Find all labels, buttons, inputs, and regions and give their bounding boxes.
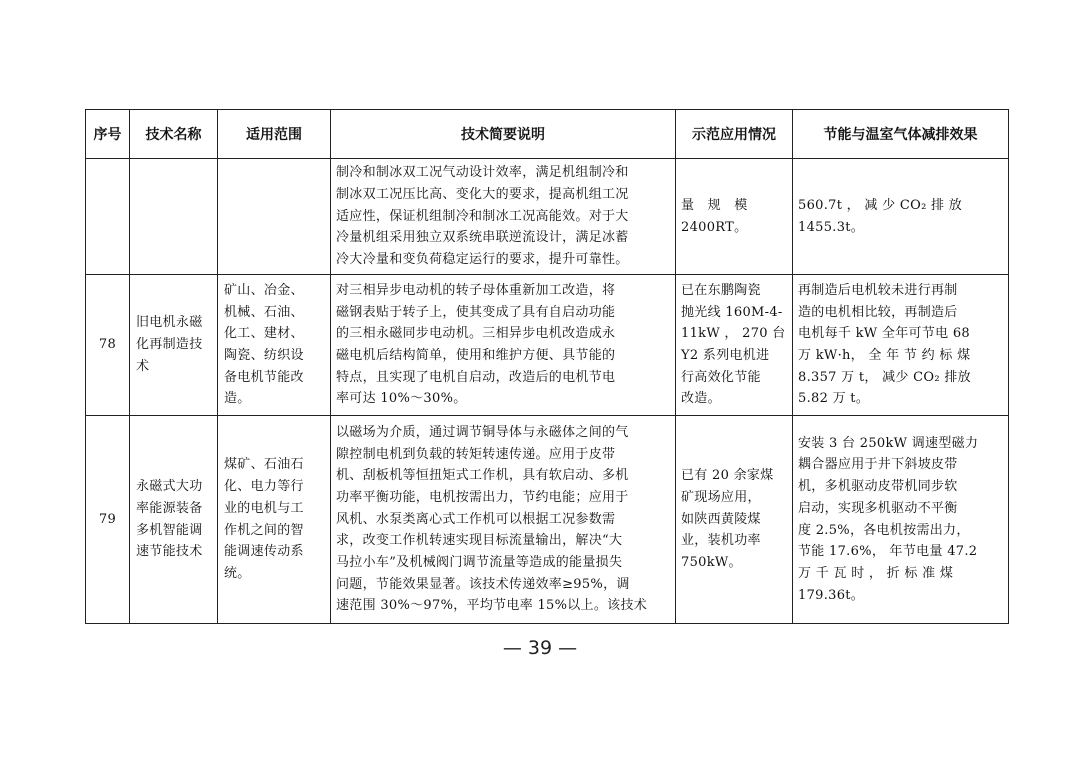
effect (793, 416, 1009, 624)
header-serial-number: 序号 (86, 110, 130, 159)
technology-name (130, 416, 218, 624)
description-text: 制冷和制冰双工况气动设计效率，满足机组制冷和 制冰双工况压比高、变化大的要求，提高机组工况 适应性，保证机组制冷和制冰工况高能效。对于大 冷量机组采用独立双系统串联逆流设计，满足冰蓄 冷大冷量和变负荷稳定运行的要求，提升可靠性。 (336, 165, 629, 268)
header-scope: 适用范围 (218, 110, 331, 159)
table-row (86, 159, 1009, 275)
description-text: 以磁场为介质，通过调节铜导体与永磁体之间的气 隙控制电机到负载的转矩转速传递。应用于皮带 机、刮板机等恒扭矩式工作机，具有软启动、多机 功率平衡功能，电机按需出力，节约电能；应用于 风机、水泵类离心式工作机可以根据工况参数需 求，改变工作机转速实现目标流量输出，解决“大 马拉小车”及机械阀门调节流量等造成的能量损失 问题，节能效果显著。该技术传递效率≥95%，调 速范围 30%～97%，平均节电率 15%以上。该技术 (336, 424, 648, 614)
scope (218, 275, 331, 416)
page-number: — 39 — (502, 637, 578, 659)
header-description: 技术简要说明 (331, 110, 676, 159)
demo-application-text: 量 规 模 2400RT。 (681, 197, 748, 235)
table-header-row (86, 110, 1009, 159)
effect-text: 再制造后电机较未进行再制 造的电机相比较，再制造后 电机每千 kW 全年可节电 68 万 kW·h， 全 年 节 约 标 煤 8.357 万 t， 减少 CO₂ 排放 5.82 万 t。 (798, 282, 971, 407)
demo-application (676, 275, 793, 416)
description (331, 275, 676, 416)
row-number: 78 (86, 275, 130, 416)
row-number: 79 (86, 416, 130, 624)
effect-text: 560.7t ， 减 少 CO₂ 排 放 1455.3t。 (798, 197, 963, 235)
row-number (86, 159, 130, 275)
description-text: 对三相异步电动机的转子母体重新加工改造，将 磁钢表贴于转子上，使其变成了具有自启动功能 的三相永磁同步电动机。三相异步电机改造成永 磁电机后结构简单，使用和维护方便、具节能的 特点，且实现了电机自启动，改造后的电机节电 率可达 10%～30%。 (336, 282, 616, 407)
header-technology-name: 技术名称 (130, 110, 218, 159)
technology-name (130, 275, 218, 416)
demo-application (676, 159, 793, 275)
scope-text: 煤矿、石油石 化、电力等行 业的电机与工 作机之间的智 能调速传动系 统。 (224, 457, 304, 581)
description (331, 159, 676, 275)
technology-table (85, 109, 1009, 624)
effect-text: 安装 3 台 250kW 调速型磁力 耦合器应用于井下斜坡皮带 机，多机驱动皮带机同步软 启动，实现多机驱动不平衡 度 2.5%，各电机按需出力， 节能 17.6%， 年节电量 47.2 万 千 瓦 时 ， 折 标 准 煤 179.36t。 (798, 435, 979, 603)
technology-name-text: 旧电机永磁 化再制造技 术 (136, 315, 203, 374)
effect (793, 275, 1009, 416)
table-row (86, 275, 1009, 416)
demo-application-text: 已在东鹏陶瓷 抛光线 160M-4- 11kW ， 270 台 Y2 系列电机进 行高效化节能 改造。 (681, 282, 786, 407)
table-row (86, 416, 1009, 624)
header-effect: 节能与温室气体减排效果 (793, 110, 1009, 159)
demo-application (676, 416, 793, 624)
description (331, 416, 676, 624)
technology-name (130, 159, 218, 275)
effect (793, 159, 1009, 275)
scope (218, 416, 331, 624)
scope-text: 矿山、冶金、 机械、石油、 化工、建材、 陶瓷、纺织设 备电机节能改 造。 (224, 282, 304, 407)
technology-name-text: 永磁式大功 率能源装备 多机智能调 速节能技术 (136, 479, 203, 560)
scope (218, 159, 331, 275)
demo-application-text: 已有 20 余家煤 矿现场应用， 如陕西黄陵煤 业，装机功率 750kW。 (681, 468, 774, 571)
header-demo-application: 示范应用情况 (676, 110, 793, 159)
